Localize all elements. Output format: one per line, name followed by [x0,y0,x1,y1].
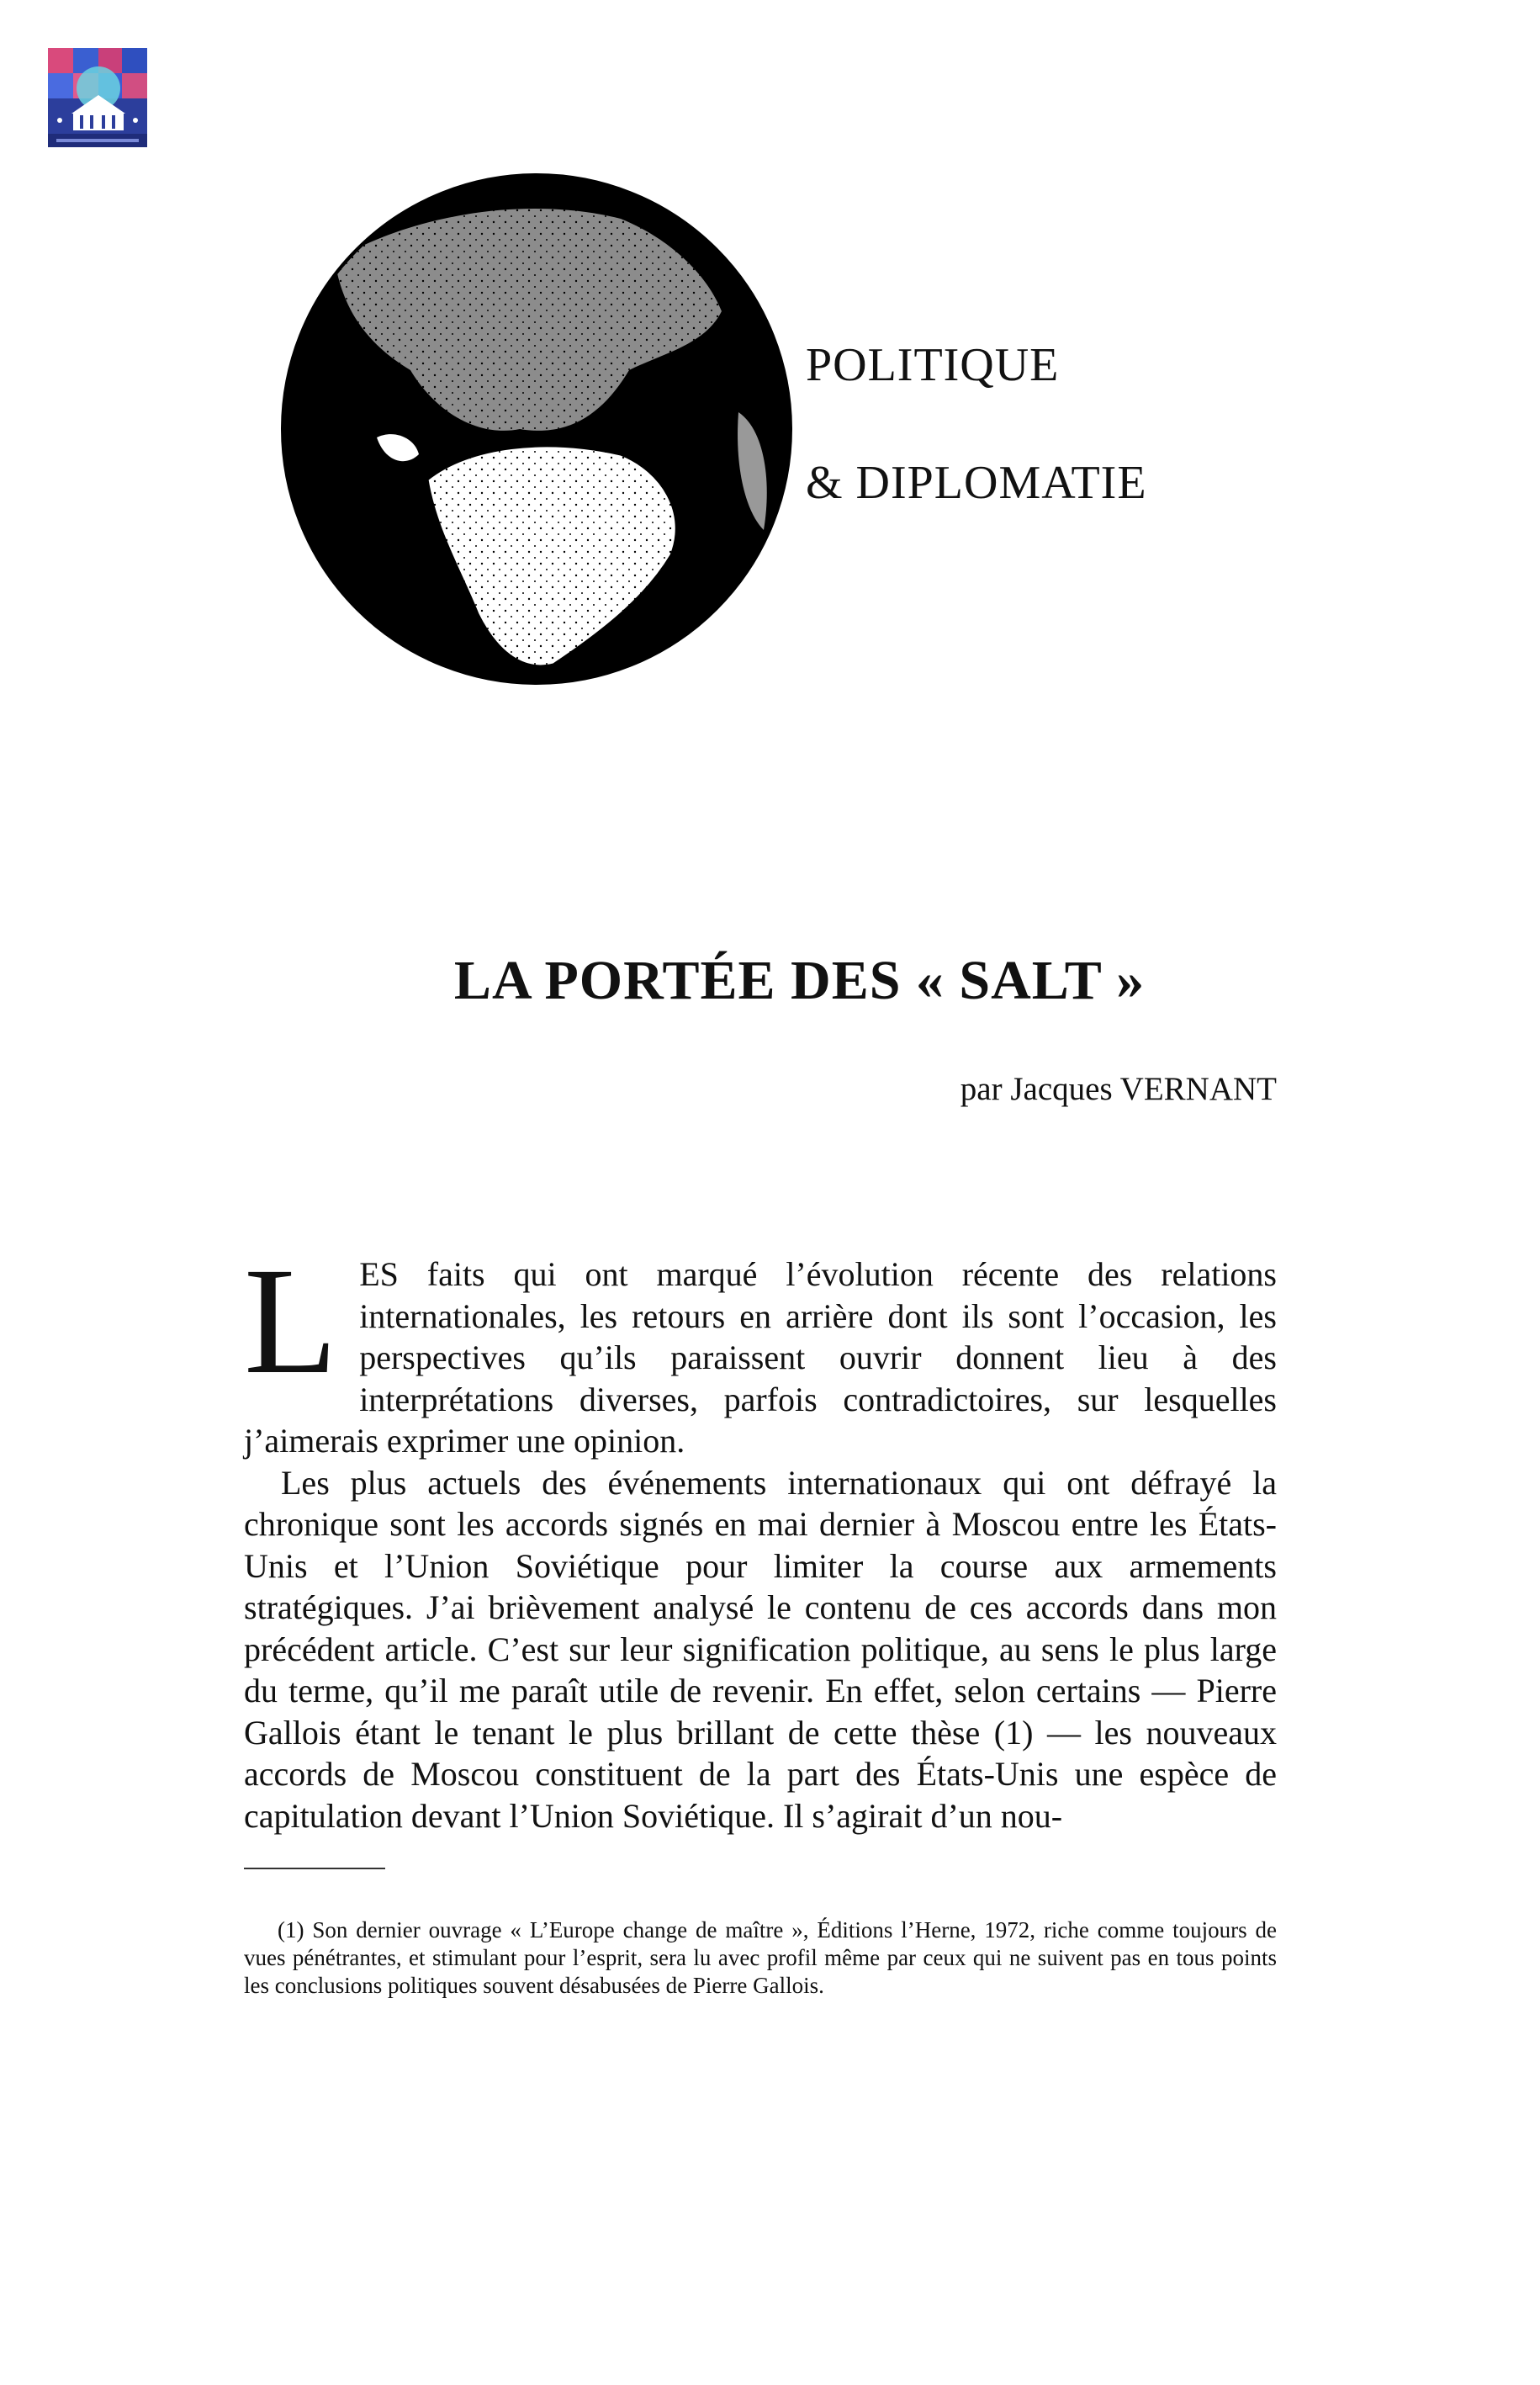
paragraph-2: Les plus actuels des événements internationaux qui ont défrayé la chronique sont les accords signés en mai dernier à Moscou entre les États-Unis et l’Union Soviétique pour limiter la course aux armements stratégiques. J’ai brièvement analysé le contenu de ces accords dans mon précédent article. C’est sur leur signification politique, au sens le plus large du terme, qu’il me paraît utile de revenir. En effet, selon certains — Pierre Gallois étant le tenant le plus brillant de cette thèse (1) — les nouveaux accords de Moscou constituent de la part des États-Unis une espèce de capitulation devant l’Union Soviétique. Il s’agirait d’un nou- [244,1463,1277,1835]
section-title-diplomatie: & DIPLOMATIE [806,457,1147,509]
article-body [244,1237,1277,1836]
globe-illustration [267,160,806,698]
article-author: par Jacques VERNANT [960,1071,1277,1107]
stippled-globe-icon [267,160,806,698]
publisher-logo [48,48,147,147]
library-building-logo-icon [48,48,147,147]
footnote-text: (1) Son dernier ouvrage « L’Europe change de maître », Éditions l’Herne, 1972, riche comme toujours de vues pénétrantes, et stimulant pour l’esprit, sera lu avec profil même par ceux qui ne suivent pas en tous points les conclusions politiques souvent désabusées de Pierre Gallois. [244,1917,1277,1998]
article-title: LA PORTÉE DES « SALT » [453,950,1146,1011]
footnote-divider [244,1868,385,1869]
footnote [244,1916,1277,2000]
paragraph-1-text: ES faits qui ont marqué l’évolution récente des relations internationales, les retours en arrière dont ils sont l’occasion, les perspectives qu’ils paraissent ouvrir donnent lieu à des interprétations diverses, parfois contradictoires, sur lesquelles j’aimerais exprimer une opinion. [244,1255,1277,1460]
paragraph-1 [244,1237,1277,1462]
section-title-politique: POLITIQUE [806,339,1060,391]
drop-cap: L [244,1237,338,1406]
